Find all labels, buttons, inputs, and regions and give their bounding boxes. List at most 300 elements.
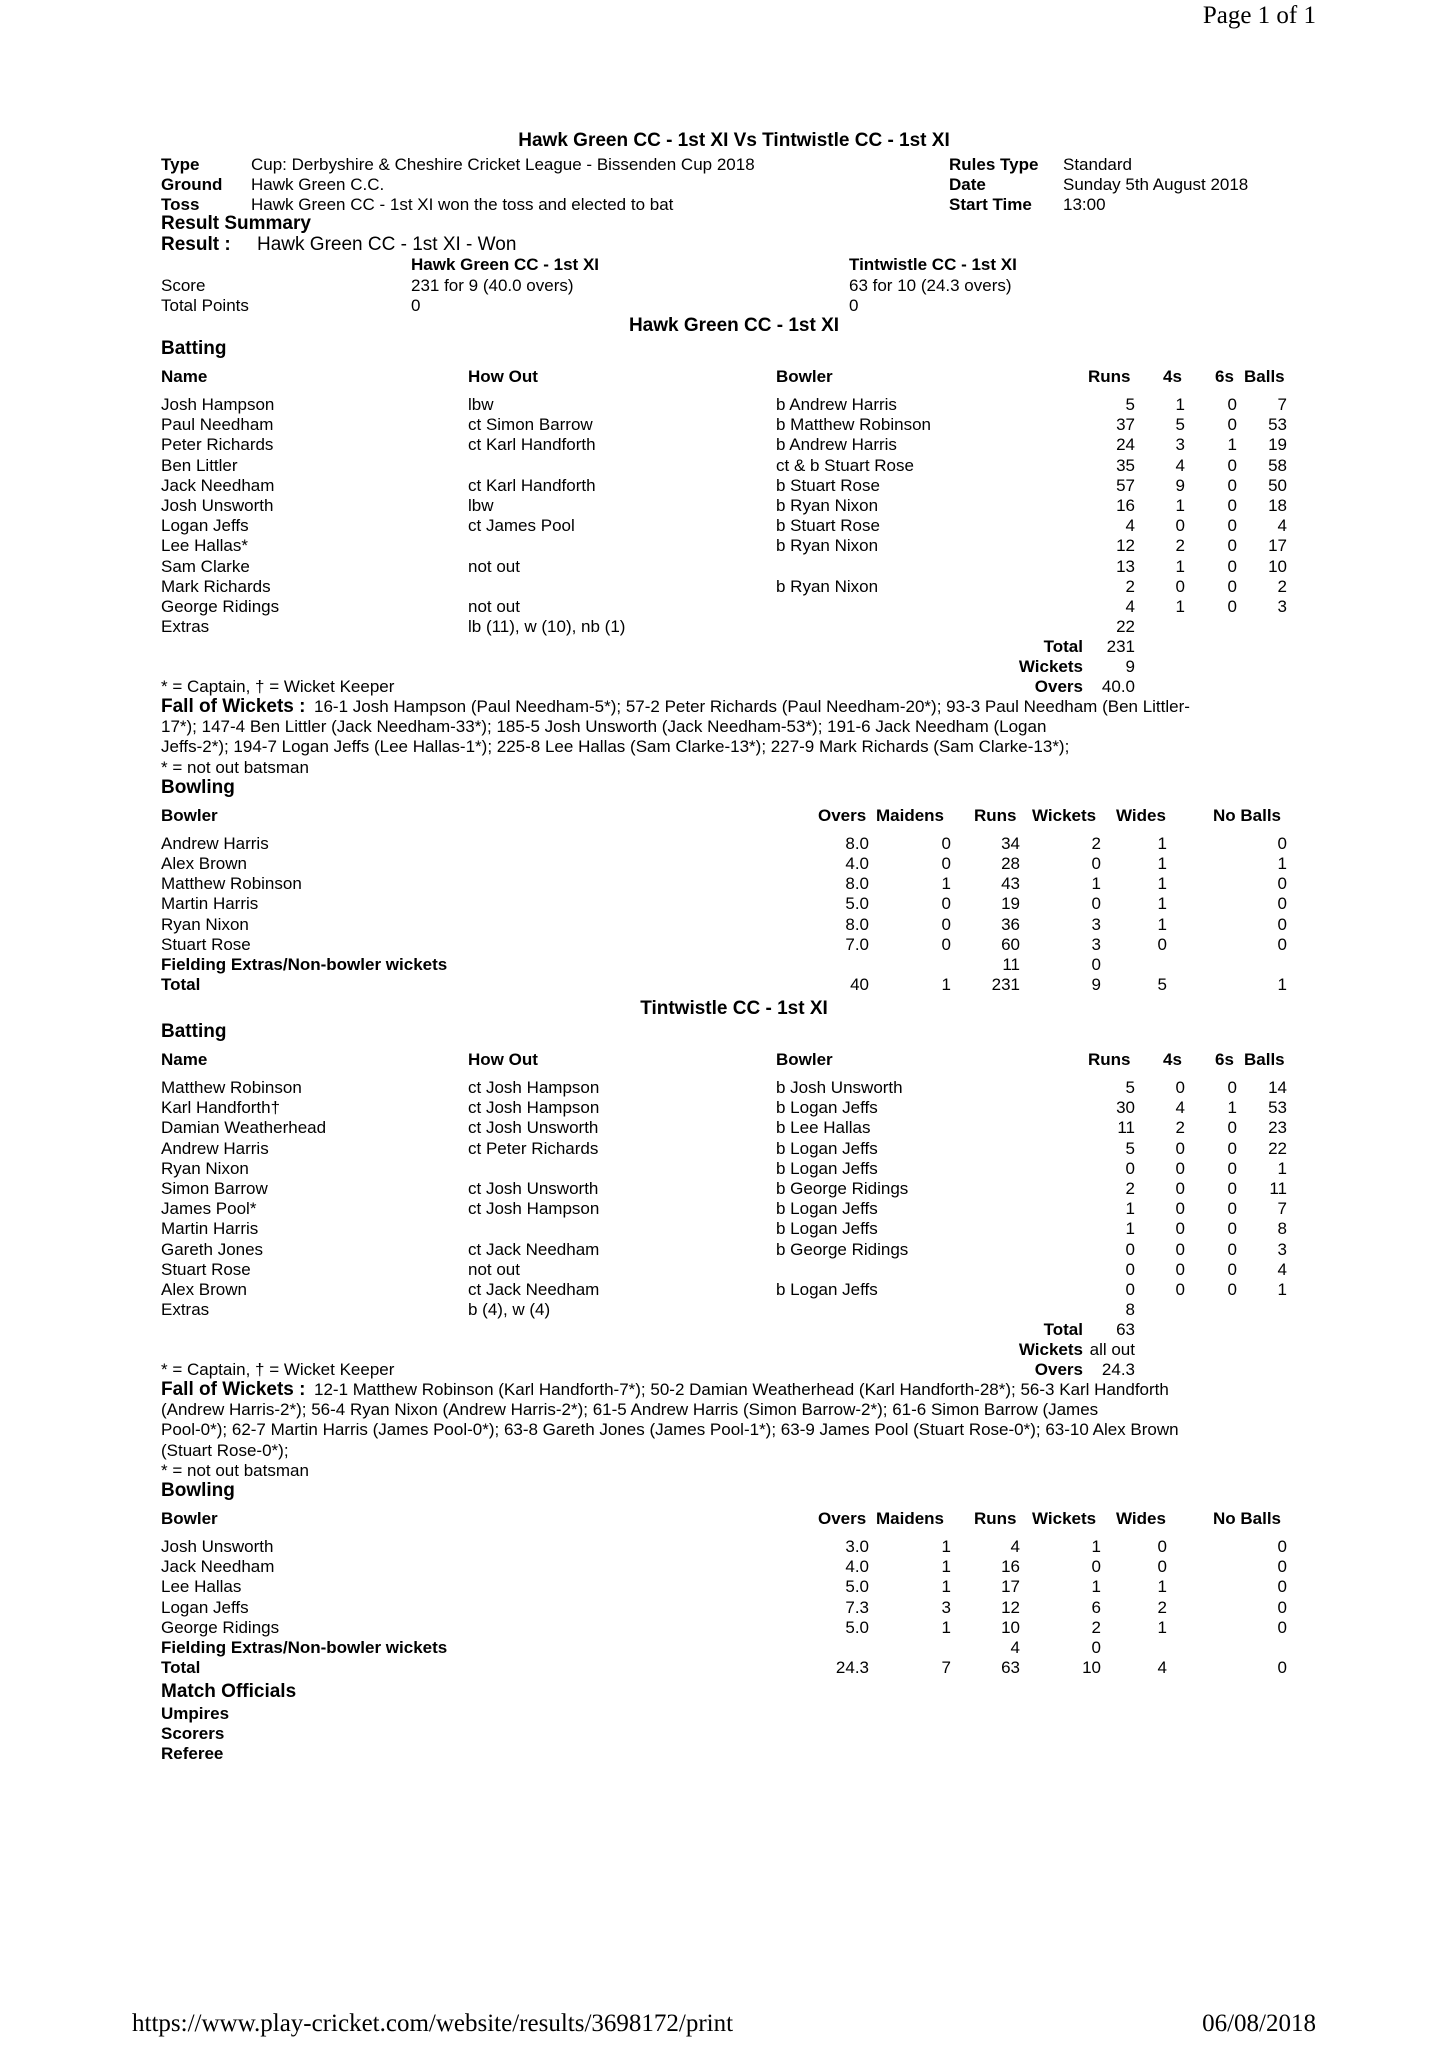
batting-cell: ct Josh Unsworth [468, 1179, 599, 1198]
bowling-cell: 0 [1091, 854, 1101, 873]
batting-cell: Simon Barrow [161, 1179, 268, 1198]
batting-header-name: Name [161, 1050, 208, 1069]
bowling-cell: 0 [1091, 1557, 1101, 1576]
bowling-cell: 5.0 [845, 1577, 869, 1596]
batting-cell: ct Simon Barrow [468, 415, 593, 434]
batting-cell: Damian Weatherhead [161, 1118, 327, 1137]
batting-cell: 1 [1125, 1219, 1135, 1238]
batting-cell: 3 [1277, 1240, 1287, 1259]
batting-cell: 0 [1227, 496, 1237, 515]
bowling-cell: 0 [1277, 1577, 1287, 1596]
total-value: 231 [1106, 637, 1135, 656]
batting-cell: b Logan Jeffs [776, 1219, 878, 1238]
total-label: Total [1043, 1320, 1083, 1339]
batting-cell: 0 [1227, 1280, 1237, 1299]
batting-cell: Jack Needham [161, 476, 275, 495]
points-team2: 0 [849, 296, 859, 315]
bowling-cell: 1 [1157, 1577, 1167, 1596]
batting-cell: 0 [1125, 1240, 1135, 1259]
bowling-cell: 0 [1277, 1557, 1287, 1576]
batting-cell: 7 [1277, 395, 1287, 414]
fow-line: (Stuart Rose-0*); [161, 1441, 289, 1460]
batting-header-how-out: How Out [468, 367, 538, 386]
bowling-cell: 6 [1091, 1598, 1101, 1617]
bowling-total-cell: 40 [850, 975, 869, 994]
batting-header-name: Name [161, 367, 208, 386]
bowling-header-maidens: Maidens [876, 806, 945, 825]
batting-cell: James Pool* [161, 1199, 257, 1218]
batting-cell: Ryan Nixon [161, 1159, 249, 1178]
bowling-cell: Ryan Nixon [161, 915, 249, 934]
batting-cell: ct Peter Richards [468, 1139, 599, 1158]
result-value: Hawk Green CC - 1st XI - Won [257, 234, 517, 255]
batting-cell: 1 [1175, 597, 1185, 616]
batting-cell: ct Josh Hampson [468, 1098, 600, 1117]
batting-header-6s: 6s [1215, 1050, 1234, 1069]
batting-header-6s: 6s [1215, 367, 1234, 386]
batting-cell: b Ryan Nixon [776, 536, 879, 555]
bowling-cell: Jack Needham [161, 1557, 275, 1576]
bowling-heading: Bowling [161, 777, 235, 798]
batting-cell: 0 [1227, 516, 1237, 535]
bowling-cell: 16 [1001, 1557, 1020, 1576]
bowling-cell: Alex Brown [161, 854, 247, 873]
batting-cell: 4 [1277, 516, 1287, 535]
batting-cell: 0 [1125, 1260, 1135, 1279]
batting-heading: Batting [161, 1021, 227, 1042]
batting-header-balls: Balls [1244, 367, 1285, 386]
batting-cell: George Ridings [161, 597, 280, 616]
overs-value: 24.3 [1101, 1360, 1135, 1379]
bowling-cell: 0 [941, 935, 951, 954]
batting-cell: 12 [1116, 536, 1135, 555]
batting-cell: 0 [1227, 1078, 1237, 1097]
batting-header-bowler: Bowler [776, 1050, 833, 1069]
batting-cell: b Logan Jeffs [776, 1159, 878, 1178]
date-label: Date [949, 175, 986, 194]
bowling-cell: 1 [941, 1557, 951, 1576]
batting-cell: 1 [1125, 1199, 1135, 1218]
batting-cell: b (4), w (4) [468, 1300, 551, 1319]
batting-cell: 7 [1277, 1199, 1287, 1218]
batting-cell: Stuart Rose [161, 1260, 251, 1279]
overs-label: Overs [1034, 1360, 1083, 1379]
start-label: Start Time [949, 195, 1032, 214]
bowling-cell: 36 [1001, 915, 1020, 934]
bowling-total-cell: Total [161, 975, 201, 994]
batting-cell: 9 [1175, 476, 1185, 495]
batting-cell: Matthew Robinson [161, 1078, 302, 1097]
bowling-cell: 4.0 [845, 854, 869, 873]
bowling-cell: Stuart Rose [161, 935, 251, 954]
bowling-cell: 1 [1157, 854, 1167, 873]
bowling-cell: 1 [941, 1618, 951, 1637]
batting-cell: 18 [1268, 496, 1287, 515]
batting-cell: Josh Unsworth [161, 496, 274, 515]
batting-cell: b George Ridings [776, 1240, 909, 1259]
batting-cell: 57 [1116, 476, 1135, 495]
ground-value: Hawk Green C.C. [251, 175, 385, 194]
batting-cell: 3 [1175, 435, 1185, 454]
bowling-cell: 3 [1091, 915, 1101, 934]
footer-url[interactable]: https://www.play-cricket.com/website/results/3698172/print [132, 2010, 734, 2037]
batting-cell: lbw [468, 496, 494, 515]
batting-cell: 0 [1227, 1139, 1237, 1158]
batting-cell: 24 [1116, 435, 1135, 454]
bowling-cell: 17 [1001, 1577, 1020, 1596]
batting-cell: Logan Jeffs [161, 516, 249, 535]
batting-cell: 0 [1175, 1199, 1185, 1218]
bowling-cell: 34 [1001, 834, 1020, 853]
bowling-cell: Lee Hallas [161, 1577, 242, 1596]
fow-line: Pool-0*); 62-7 Martin Harris (James Pool-0*); 63-8 Gareth Jones (James Pool-1*); 63-9 James Pool (Stuart Rose-0*); 63-10 Alex Brown [161, 1420, 1179, 1439]
bowling-cell: 7.3 [845, 1598, 869, 1617]
rules-label: Rules Type [949, 155, 1039, 174]
bowling-cell: 1 [1157, 834, 1167, 853]
batting-cell: 0 [1227, 1159, 1237, 1178]
batting-cell: 0 [1175, 1179, 1185, 1198]
batting-cell: 1 [1227, 1098, 1237, 1117]
officials-heading: Match Officials [161, 1681, 297, 1702]
bowling-header-wides: Wides [1116, 1509, 1166, 1528]
batting-cell: 10 [1268, 557, 1287, 576]
batting-cell: 4 [1175, 456, 1185, 475]
batting-cell: 4 [1125, 597, 1135, 616]
bowling-cell: 5.0 [845, 1618, 869, 1637]
batting-cell: 0 [1227, 395, 1237, 414]
bowling-cell: 0 [1157, 1537, 1167, 1556]
batting-cell: 1 [1277, 1159, 1287, 1178]
fielding-extras-label: Fielding Extras/Non-bowler wickets [161, 1638, 448, 1657]
bowling-cell: Matthew Robinson [161, 874, 302, 893]
batting-cell: Gareth Jones [161, 1240, 264, 1259]
captain-note: * = Captain, † = Wicket Keeper [161, 1360, 395, 1379]
batting-cell: 11 [1117, 1118, 1135, 1137]
batting-cell: 35 [1116, 456, 1135, 475]
bowling-cell: 4 [1010, 1537, 1020, 1556]
bowling-cell: 1 [1157, 874, 1167, 893]
batting-cell: 23 [1268, 1118, 1287, 1137]
result-label: Result : [161, 234, 231, 255]
bowling-cell: 2 [1091, 834, 1101, 853]
date-value: Sunday 5th August 2018 [1063, 175, 1249, 194]
batting-cell: 0 [1227, 1240, 1237, 1259]
bowling-cell: 2 [1157, 1598, 1167, 1617]
type-label: Type [161, 155, 200, 174]
bowling-cell: 1 [941, 1577, 951, 1596]
bowling-header-maidens: Maidens [876, 1509, 945, 1528]
batting-header-runs: Runs [1088, 367, 1131, 386]
batting-cell: 0 [1227, 476, 1237, 495]
batting-cell: ct Josh Hampson [468, 1078, 600, 1097]
batting-cell: not out [468, 557, 520, 576]
batting-cell: 22 [1268, 1139, 1287, 1158]
bowling-total-cell: 4 [1157, 1658, 1167, 1677]
summary-team1: Hawk Green CC - 1st XI [411, 255, 600, 274]
bowling-header-overs: Overs [818, 806, 867, 825]
referee-label: Referee [161, 1744, 224, 1763]
scorers-label: Scorers [161, 1724, 225, 1743]
batting-cell: b Logan Jeffs [776, 1280, 878, 1299]
bowling-cell: 0 [941, 834, 951, 853]
batting-cell: b Josh Unsworth [776, 1078, 903, 1097]
bowling-cell: 28 [1001, 854, 1020, 873]
bowling-cell: 3.0 [845, 1537, 869, 1556]
batting-cell: 17 [1268, 536, 1287, 555]
bowling-cell: 12 [1001, 1598, 1020, 1617]
batting-cell: 0 [1175, 1260, 1185, 1279]
batting-cell: b Ryan Nixon [776, 577, 879, 596]
rules-value: Standard [1063, 155, 1132, 174]
bowling-cell: 1 [941, 874, 951, 893]
batting-cell: b Stuart Rose [776, 476, 880, 495]
bowling-header-wickets: Wickets [1032, 1509, 1097, 1528]
bowling-cell: 19 [1001, 894, 1020, 913]
batting-cell: not out [468, 597, 520, 616]
fow-line: (Andrew Harris-2*); 56-4 Ryan Nixon (Andrew Harris-2*); 61-5 Andrew Harris (Simon Barrow-2*); 61-6 Simon Barrow (James [161, 1400, 1099, 1419]
batting-cell: b Lee Hallas [776, 1118, 871, 1137]
batting-cell: lbw [468, 395, 494, 414]
batting-cell: 5 [1175, 415, 1185, 434]
fielding-extras-label: Fielding Extras/Non-bowler wickets [161, 955, 448, 974]
total-label: Total [1043, 637, 1083, 656]
batting-cell: 30 [1116, 1098, 1135, 1117]
batting-cell: Martin Harris [161, 1219, 259, 1238]
batting-cell: Peter Richards [161, 435, 274, 454]
fow-line: 16-1 Josh Hampson (Paul Needham-5*); 57-2 Peter Richards (Paul Needham-20*); 93-3 Paul Needham (Ben Littler- [314, 697, 1190, 716]
batting-cell: ct Josh Hampson [468, 1199, 600, 1218]
page-number: Page 1 of 1 [1202, 2, 1316, 29]
batting-cell: 0 [1175, 1078, 1185, 1097]
batting-header-bowler: Bowler [776, 367, 833, 386]
bowling-header-wides: Wides [1116, 806, 1166, 825]
score-team2: 63 for 10 (24.3 overs) [849, 276, 1012, 295]
bowling-cell: 10 [1001, 1618, 1020, 1637]
bowling-cell: George Ridings [161, 1618, 280, 1637]
bowling-cell: 43 [1001, 874, 1020, 893]
bowling-total-cell: 63 [1001, 1658, 1020, 1677]
batting-cell: 0 [1227, 1199, 1237, 1218]
total-value: 63 [1116, 1320, 1135, 1339]
ground-label: Ground [161, 175, 223, 194]
batting-cell: b Andrew Harris [776, 435, 897, 454]
bowling-cell: 8.0 [845, 915, 869, 934]
footer-date: 06/08/2018 [1202, 2010, 1316, 2037]
not-out-note: * = not out batsman [161, 758, 309, 777]
bowling-cell: Andrew Harris [161, 834, 269, 853]
batting-cell: Josh Hampson [161, 395, 275, 414]
fow-line: 12-1 Matthew Robinson (Karl Handforth-7*); 50-2 Damian Weatherhead (Karl Handforth-28*); 56-3 Karl Handforth [314, 1380, 1169, 1399]
batting-cell: Karl Handforth† [161, 1098, 281, 1117]
bowling-header-bowler: Bowler [161, 1509, 218, 1528]
batting-cell: 2 [1125, 577, 1135, 596]
batting-cell: 1 [1175, 395, 1185, 414]
wickets-label: Wickets [1018, 1340, 1083, 1359]
batting-cell: 0 [1125, 1159, 1135, 1178]
bowling-header-no-balls: No Balls [1213, 1509, 1282, 1528]
bowling-cell: 3 [1091, 935, 1101, 954]
bowling-cell: 60 [1001, 935, 1020, 954]
batting-header-runs: Runs [1088, 1050, 1131, 1069]
bowling-cell: 5.0 [845, 894, 869, 913]
bowling-cell: 2 [1091, 1618, 1101, 1637]
batting-cell: ct Karl Handforth [468, 476, 596, 495]
batting-cell: 2 [1277, 577, 1287, 596]
batting-cell: 19 [1268, 435, 1287, 454]
bowling-cell: 1 [1157, 915, 1167, 934]
batting-cell: Lee Hallas* [161, 536, 248, 555]
batting-cell: b Matthew Robinson [776, 415, 931, 434]
batting-cell: 4 [1175, 1098, 1185, 1117]
score-label: Score [161, 276, 206, 295]
batting-cell: ct Jack Needham [468, 1280, 600, 1299]
bowling-header-runs: Runs [974, 806, 1017, 825]
batting-cell: 50 [1268, 476, 1287, 495]
batting-cell: 0 [1175, 577, 1185, 596]
match-title: Hawk Green CC - 1st XI Vs Tintwistle CC - 1st XI [518, 130, 950, 151]
batting-cell: 1 [1277, 1280, 1287, 1299]
batting-cell: Ben Littler [161, 456, 238, 475]
bowling-cell: 4.0 [845, 1557, 869, 1576]
bowling-cell: 0 [941, 854, 951, 873]
batting-cell: 37 [1116, 415, 1135, 434]
overs-label: Overs [1034, 677, 1083, 696]
fielding-extras-runs: 11 [1002, 955, 1020, 974]
batting-cell: 0 [1227, 536, 1237, 555]
batting-cell: Sam Clarke [161, 557, 250, 576]
batting-cell: 0 [1227, 597, 1237, 616]
points-team1: 0 [411, 296, 421, 315]
innings-team-title: Tintwistle CC - 1st XI [640, 998, 828, 1019]
batting-cell: b Stuart Rose [776, 516, 880, 535]
bowling-cell: 0 [1091, 894, 1101, 913]
bowling-heading: Bowling [161, 1480, 235, 1501]
bowling-cell: 0 [1277, 935, 1287, 954]
fielding-extras-runs: 4 [1010, 1638, 1020, 1657]
batting-cell: 53 [1268, 1098, 1287, 1117]
batting-cell: 22 [1116, 617, 1135, 636]
batting-cell: 13 [1116, 557, 1135, 576]
batting-cell: 8 [1125, 1300, 1135, 1319]
batting-cell: 4 [1125, 516, 1135, 535]
bowling-cell: Martin Harris [161, 894, 259, 913]
batting-cell: b Ryan Nixon [776, 496, 879, 515]
batting-cell: ct Josh Unsworth [468, 1118, 599, 1137]
batting-cell: 1 [1175, 557, 1185, 576]
batting-cell: b Logan Jeffs [776, 1139, 878, 1158]
batting-cell: b Logan Jeffs [776, 1199, 878, 1218]
bowling-cell: Logan Jeffs [161, 1598, 249, 1617]
batting-cell: 0 [1227, 1179, 1237, 1198]
bowling-cell: 1 [1277, 854, 1287, 873]
bowling-cell: 0 [1277, 915, 1287, 934]
wickets-label: Wickets [1018, 657, 1083, 676]
batting-header-4s: 4s [1163, 1050, 1182, 1069]
batting-cell: 4 [1277, 1260, 1287, 1279]
score-team1: 231 for 9 (40.0 overs) [411, 276, 574, 295]
bowling-cell: 8.0 [845, 834, 869, 853]
batting-cell: 0 [1227, 1219, 1237, 1238]
bowling-cell: 1 [941, 1537, 951, 1556]
batting-cell: ct Jack Needham [468, 1240, 600, 1259]
type-value: Cup: Derbyshire & Cheshire Cricket League - Bissenden Cup 2018 [251, 155, 755, 174]
bowling-total-cell: 0 [1277, 1658, 1287, 1677]
batting-cell: 0 [1227, 1260, 1237, 1279]
bowling-cell: 1 [1157, 894, 1167, 913]
batting-cell: 5 [1125, 1139, 1135, 1158]
bowling-cell: 1 [1157, 1618, 1167, 1637]
bowling-header-bowler: Bowler [161, 806, 218, 825]
batting-cell: Andrew Harris [161, 1139, 269, 1158]
bowling-cell: 1 [1091, 874, 1101, 893]
batting-header-balls: Balls [1244, 1050, 1285, 1069]
batting-cell: 0 [1227, 456, 1237, 475]
wickets-value: all out [1089, 1340, 1135, 1359]
bowling-cell: 1 [1091, 1537, 1101, 1556]
bowling-cell: 0 [1277, 834, 1287, 853]
toss-value: Hawk Green CC - 1st XI won the toss and elected to bat [251, 195, 674, 214]
bowling-cell: 0 [1277, 1598, 1287, 1617]
batting-cell: 53 [1268, 415, 1287, 434]
bowling-total-cell: 9 [1091, 975, 1101, 994]
batting-cell: Alex Brown [161, 1280, 247, 1299]
batting-header-4s: 4s [1163, 367, 1182, 386]
batting-cell: 11 [1269, 1179, 1287, 1198]
bowling-cell: 0 [1157, 935, 1167, 954]
bowling-cell: 0 [1277, 1618, 1287, 1637]
overs-value: 40.0 [1101, 677, 1135, 696]
summary-team2: Tintwistle CC - 1st XI [849, 255, 1017, 274]
bowling-total-cell: 231 [991, 975, 1020, 994]
innings-team-title: Hawk Green CC - 1st XI [628, 315, 840, 336]
batting-heading: Batting [161, 338, 227, 359]
toss-label: Toss [161, 195, 200, 214]
batting-cell: 0 [1227, 577, 1237, 596]
batting-cell: 3 [1277, 597, 1287, 616]
batting-cell: b George Ridings [776, 1179, 909, 1198]
batting-cell: b Logan Jeffs [776, 1098, 878, 1117]
batting-cell: 0 [1175, 1159, 1185, 1178]
bowling-cell: 0 [941, 915, 951, 934]
bowling-total-cell: 7 [941, 1658, 951, 1677]
batting-cell: 0 [1175, 516, 1185, 535]
batting-cell: not out [468, 1260, 520, 1279]
fow-label: Fall of Wickets : [161, 696, 306, 717]
bowling-total-cell: Total [161, 1658, 201, 1677]
bowling-cell: Josh Unsworth [161, 1537, 274, 1556]
batting-cell: Extras [161, 617, 210, 636]
batting-cell: 1 [1227, 435, 1237, 454]
captain-note: * = Captain, † = Wicket Keeper [161, 677, 395, 696]
batting-cell: Mark Richards [161, 577, 271, 596]
bowling-cell: 7.0 [845, 935, 869, 954]
batting-cell: ct James Pool [468, 516, 575, 535]
batting-cell: 8 [1277, 1219, 1287, 1238]
not-out-note: * = not out batsman [161, 1461, 309, 1480]
batting-cell: 0 [1175, 1240, 1185, 1259]
bowling-total-cell: 10 [1082, 1658, 1101, 1677]
bowling-total-cell: 24.3 [835, 1658, 869, 1677]
bowling-cell: 0 [1277, 1537, 1287, 1556]
batting-cell: 1 [1175, 496, 1185, 515]
batting-cell: 0 [1175, 1139, 1185, 1158]
wickets-value: 9 [1125, 657, 1135, 676]
batting-cell: 16 [1116, 496, 1135, 515]
result-summary-heading: Result Summary [161, 213, 311, 234]
batting-cell: 0 [1227, 1118, 1237, 1137]
fielding-extras-wickets: 0 [1091, 955, 1101, 974]
bowling-total-cell: 1 [1277, 975, 1287, 994]
